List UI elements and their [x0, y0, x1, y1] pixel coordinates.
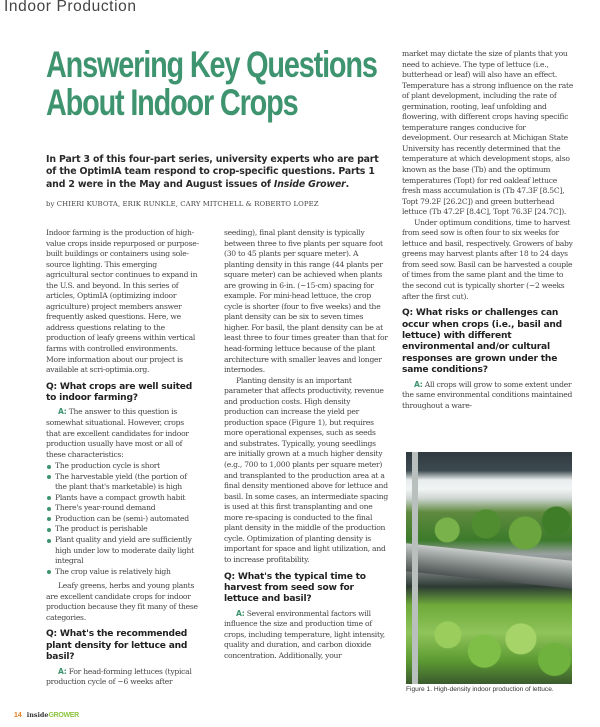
byline-authors: CHIERI KUBOTA, ERIK RUNKLE, CARY MITCHELL & ROBERTO LOPEZ [56, 200, 319, 208]
intro-paragraph: Indoor farming is the production of high-value crops inside repurposed or purpose-built buildings or containers using sole-source lighting. This emerging agricultural sector continues to expand in the U.S. and beyond. In this series of articles, OptimIA (optimizing indoor agriculture) project members answer frequently asked questions. Here, we address questions relating to the production of leafy greens within vertical farms with controlled environments. More information about our project is available at scri-optimia.org. [46, 228, 199, 375]
answer-1 [46, 407, 199, 460]
byline-prefix: by [46, 200, 57, 208]
section-label: Indoor Production [4, 0, 137, 15]
answer-3 [224, 609, 388, 662]
answer-4-text: All crops will grow to some extent under the same environmental conditions maintained throughout a ware- [402, 379, 573, 410]
column-3 [402, 49, 574, 411]
deck-end: . [345, 178, 350, 190]
question-2: Q: What's the recommended plant density for lettuce and basil? [46, 629, 188, 663]
list-item: The harvestable yield (the portion of the plant that's marketable) is high [46, 472, 199, 493]
list-item: The product is perishable [46, 524, 199, 535]
answer-4 [402, 380, 574, 412]
deck-text: In Part 3 of this four-part series, university experts who are part of the OptimIA team respond to crop-specific questions. Parts 1 and 2 were in the May and August issues of [46, 154, 379, 190]
headline [46, 44, 377, 123]
page-footer [14, 711, 79, 719]
answer-3-text: Several environmental factors will influence the size and production time of crops, including temperature, light intensity, quality and duration, and carbon dioxide concentration. Additionally, your [224, 608, 385, 660]
byline [46, 200, 396, 208]
list-item: Plant quality and yield are sufficiently high under low to moderate daily light integral [46, 535, 199, 567]
answer-2 [46, 667, 199, 688]
answer-2-followup: Planting density is an important parameter that affects productivity, revenue and production costs. High density production can increase the yield per production space (Figure 1), but requires more operational expenses, such as seeds and substrates. Typically, young seedlings are initially grown at a much higher density (e.g., 700 to 1,000 plants per square meter) and transplanted to the production area at a final density mentioned above for lettuce and basil. In some cases, an intermediate spacing is used at this first transplanting and one more re-spacing is conducted to the final plant density in the middle of the production cycle. Optimization of planting density is important for space and light utilization, and to increase profitability. [224, 375, 389, 564]
brand-logo-grower: GROWER [48, 712, 79, 719]
column-1 [46, 228, 199, 688]
question-3: Q: What's the typical time to harvest from seed sow for lettuce and basil? [224, 571, 366, 605]
column-2 [224, 228, 388, 661]
question-4: Q: What risks or challenges can occur when crops (i.e., basil and lettuce) with different environmental and/or cultural responses are grown under the same conditions? [402, 308, 562, 376]
deck-publication: Inside Grower [273, 178, 346, 190]
answer-1-text: The answer to this question is somewhat situational. However, crops that are excellent candidates for indoor production usually have most or all of these characteristics: [46, 407, 189, 459]
answer-label: A: [58, 666, 67, 676]
answer-3-continued: market may dictate the size of plants that you need to achieve. The type of lettuce (i.e., butterhead or leaf) will also have an effect. Temperature has a strong influence on the rate of plant development, including the rate of germination, rooting, leaf unfolding and flowering, with different crops having specific temperature ranges conducive for development. Our research at Michigan State University has recently determined that the temperature at which development stops, also known as the base (Tb) and the optimum temperatures (Topt) for red oakleaf lettuce fresh mass accumulation is (Tb 47.3F [8.5C], Topt 79.2F [26.2C]) and green butterhead lettuce (Tb 47.2F [8.4C], Topt 76.3F [24.7C]). [402, 49, 574, 217]
answer-1-followup: Leafy greens, herbs and young plants are excellent candidate crops for indoor production because they fit many of these categories. [46, 581, 198, 622]
figure-caption: Figure 1. High-density indoor production of lettuce. [406, 686, 554, 693]
answer-label: A: [58, 407, 67, 417]
list-item: Plants have a compact growth habit [46, 493, 199, 504]
answer-2-continued: seeding), final plant density is typically between three to five plants per square foot (30 to 45 plants per square meter). A planting density in this range (44 plants per square meter) can be achieved when plants are growing in 6-in. (~15-cm) spacing for example. For mini-head lettuce, the crop cycle is shorter (four to five weeks) and the plant density can be six to seven times higher. For basil, the plant density can be at least three to four times greater than that for head-forming lettuce because of the plant architecture with smaller leaves and longer internodes. [224, 228, 388, 375]
list-item: The crop value is relatively high [46, 567, 199, 578]
question-1: Q: What crops are well suited to indoor farming? [46, 381, 193, 404]
answer-3-followup: Under optimum conditions, time to harvest from seed sow is often four to six weeks for lettuce and basil, respectively. Growers of baby greens may harvest plants after 18 to 24 days from seed sow. Basil can be harvested a couple of times from the same plant and the time to the second cut is typically shorter (~2 weeks after the first cut). [402, 217, 573, 301]
headline-line-1: Answering Key Questions [46, 44, 377, 85]
figure-lettuce-photo [406, 452, 572, 684]
list-item: There's year-round demand [46, 503, 199, 514]
lettuce-lower-shelf [426, 602, 572, 684]
page-number: 14 [14, 712, 22, 719]
rack-pole [412, 452, 418, 684]
brand-logo-inside: inside [26, 711, 49, 719]
answer-label: A: [414, 379, 423, 389]
list-item: Production can be (semi-) automated [46, 514, 199, 525]
list-item: The production cycle is short [46, 461, 199, 472]
answer-label: A: [236, 608, 245, 618]
headline-line-2: About Indoor Crops [46, 82, 298, 123]
answer-2-text: For head-forming lettuces (typical production cycle of ~6 weeks after [46, 666, 192, 687]
deck [46, 154, 391, 191]
characteristics-list [46, 461, 199, 577]
